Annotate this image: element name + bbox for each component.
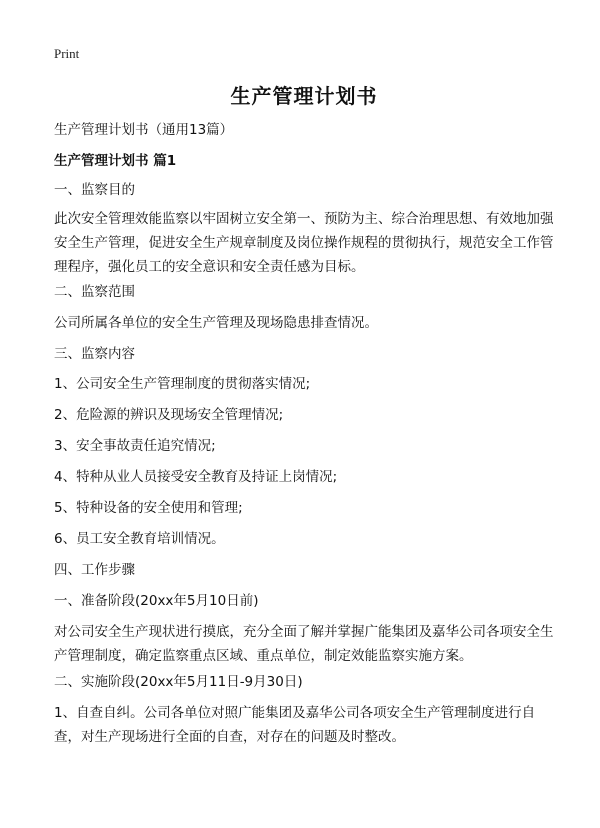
step-heading: 一、准备阶段(20xx年5月10日前) [54, 593, 259, 609]
list-item: 1、公司安全生产管理制度的贯彻落实情况; [54, 376, 311, 392]
section-heading: 生产管理计划书 篇1 [54, 153, 177, 169]
paragraph-purpose: 此次安全管理效能监察以牢固树立安全第一、预防为主、综合治理思想、有效地加强安全生产管理，促进安全生产规章制度及岗位操作规程的贯彻执行，规范安全工作管理程序，强化员工的安全意识和安全责任感为目标。 [54, 211, 554, 275]
heading-purpose: 一、监察目的 [54, 182, 135, 198]
step-paragraph: 对公司安全生产现状进行摸底，充分全面了解并掌握广能集团及嘉华公司各项安全生产管理制度，确定监察重点区域、重点单位，制定效能监察实施方案。 [54, 624, 554, 664]
list-item: 5、特种设备的安全使用和管理; [54, 500, 243, 516]
print-link[interactable]: Print [54, 46, 80, 61]
heading-scope: 二、监察范围 [54, 284, 135, 300]
document-title: 生产管理计划书 [230, 84, 378, 108]
step-paragraph: 1、自查自纠。公司各单位对照广能集团及嘉华公司各项安全生产管理制度进行自查，对生产现场进行全面的自查，对存在的问题及时整改。 [54, 705, 536, 745]
step-heading: 二、实施阶段(20xx年5月11日-9月30日) [54, 674, 303, 690]
heading-steps: 四、工作步骤 [54, 562, 135, 578]
document-subtitle: 生产管理计划书（通用13篇） [54, 122, 234, 138]
heading-content: 三、监察内容 [54, 346, 135, 362]
list-item: 6、员工安全教育培训情况。 [54, 531, 225, 547]
list-item: 2、危险源的辨识及现场安全管理情况; [54, 407, 284, 423]
list-item: 3、安全事故责任追究情况; [54, 438, 216, 454]
paragraph-scope: 公司所属各单位的安全生产管理及现场隐患排查情况。 [54, 315, 378, 331]
list-item: 4、特种从业人员接受安全教育及持证上岗情况; [54, 469, 338, 485]
